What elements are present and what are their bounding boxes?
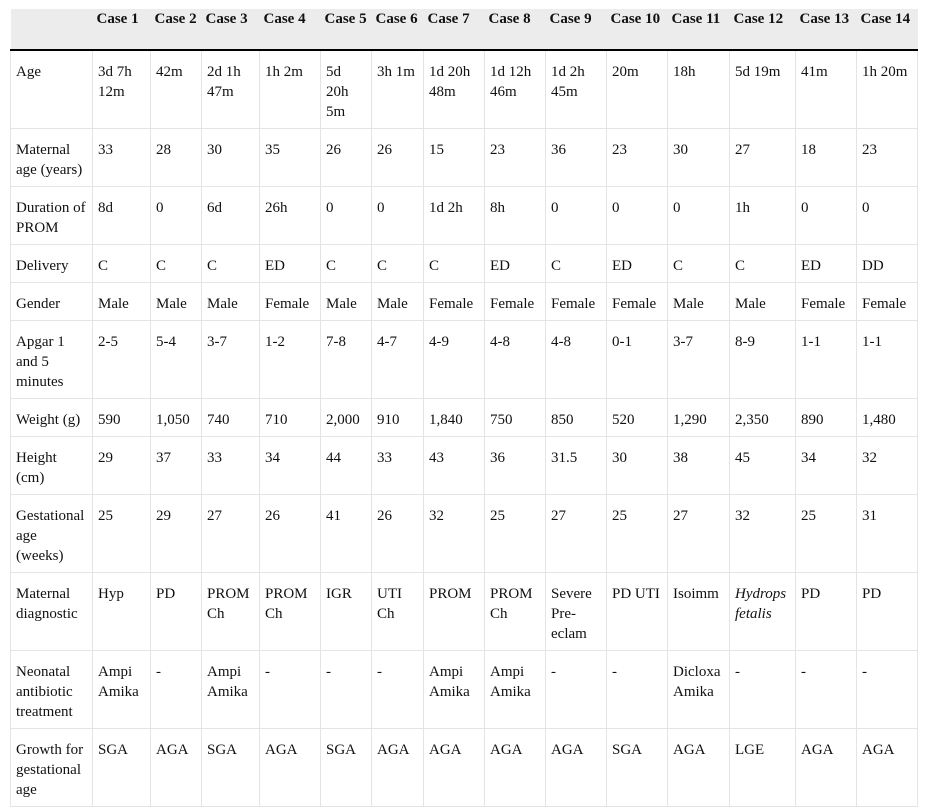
table-cell: 33 xyxy=(372,437,424,495)
table-cell: 41m xyxy=(796,50,857,129)
table-cell: 1h 2m xyxy=(260,50,321,129)
table-cell: 7-8 xyxy=(321,321,372,399)
table-cell: Isoimm xyxy=(668,573,730,651)
table-cell: AGA xyxy=(857,729,918,807)
table-cell: SGA xyxy=(93,729,151,807)
table-cell: 0 xyxy=(321,187,372,245)
table-cell: 23 xyxy=(607,129,668,187)
table-cell: Female xyxy=(424,283,485,321)
table-cell: 910 xyxy=(372,399,424,437)
table-cell: 32 xyxy=(730,495,796,573)
table-cell: PROM Ch xyxy=(260,573,321,651)
header-cell-label xyxy=(11,9,93,50)
table-cell: Male xyxy=(93,283,151,321)
table-cell: 1,050 xyxy=(151,399,202,437)
table-cell: - xyxy=(321,651,372,729)
table-cell: Ampi Amika xyxy=(93,651,151,729)
table-cell: Female xyxy=(607,283,668,321)
table-cell: PD xyxy=(796,573,857,651)
table-cell: 5d 19m xyxy=(730,50,796,129)
row-label: Gestational age (weeks) xyxy=(11,495,93,573)
table-container xyxy=(10,9,918,807)
table-cell: 26h xyxy=(260,187,321,245)
row-label: Apgar 1 and 5 minutes xyxy=(11,321,93,399)
table-row xyxy=(11,437,918,495)
table-cell: - xyxy=(857,651,918,729)
table-header xyxy=(11,9,918,50)
table-cell: 3d 7h 12m xyxy=(93,50,151,129)
table-cell: C xyxy=(424,245,485,283)
table-cell: AGA xyxy=(546,729,607,807)
table-cell: 3-7 xyxy=(668,321,730,399)
table-cell: 36 xyxy=(485,437,546,495)
table-cell: PROM xyxy=(424,573,485,651)
table-cell: 25 xyxy=(607,495,668,573)
table-cell: 31.5 xyxy=(546,437,607,495)
table-cell: 41 xyxy=(321,495,372,573)
table-cell: Hyp xyxy=(93,573,151,651)
table-cell: SGA xyxy=(321,729,372,807)
table-cell: 26 xyxy=(372,495,424,573)
table-cell: 1-1 xyxy=(857,321,918,399)
table-cell: SGA xyxy=(202,729,260,807)
table-cell: 750 xyxy=(485,399,546,437)
table-cell: 890 xyxy=(796,399,857,437)
table-cell: 23 xyxy=(485,129,546,187)
table-row xyxy=(11,573,918,651)
table-cell: 30 xyxy=(607,437,668,495)
table-cell: 5-4 xyxy=(151,321,202,399)
table-cell: C xyxy=(151,245,202,283)
table-cell: - xyxy=(151,651,202,729)
table-cell: 1,290 xyxy=(668,399,730,437)
table-cell: PD xyxy=(857,573,918,651)
table-cell: AGA xyxy=(485,729,546,807)
table-cell: Female xyxy=(546,283,607,321)
table-cell: C xyxy=(372,245,424,283)
table-cell: 32 xyxy=(857,437,918,495)
header-cell-case: Case 11 xyxy=(668,9,730,50)
table-cell: 20m xyxy=(607,50,668,129)
table-cell: 5d 20h 5m xyxy=(321,50,372,129)
table-cell: 1h 20m xyxy=(857,50,918,129)
table-cell: ED xyxy=(260,245,321,283)
table-cell: Ampi Amika xyxy=(485,651,546,729)
table-cell: Male xyxy=(372,283,424,321)
row-label: Growth for gestational age xyxy=(11,729,93,807)
table-cell: Hydrops fetalis xyxy=(730,573,796,651)
table-cell: 30 xyxy=(202,129,260,187)
table-cell: 33 xyxy=(93,129,151,187)
table-cell: UTI Ch xyxy=(372,573,424,651)
table-cell: 1h xyxy=(730,187,796,245)
header-cell-case: Case 14 xyxy=(857,9,918,50)
table-row xyxy=(11,245,918,283)
table-cell: 520 xyxy=(607,399,668,437)
table-cell: PROM Ch xyxy=(202,573,260,651)
table-row xyxy=(11,283,918,321)
row-label: Height (cm) xyxy=(11,437,93,495)
table-cell: - xyxy=(796,651,857,729)
table-cell: Male xyxy=(730,283,796,321)
row-label: Delivery xyxy=(11,245,93,283)
table-cell: 28 xyxy=(151,129,202,187)
table-cell: 25 xyxy=(796,495,857,573)
table-cell: 15 xyxy=(424,129,485,187)
table-cell: Dicloxa Amika xyxy=(668,651,730,729)
table-cell: C xyxy=(668,245,730,283)
table-cell: Female xyxy=(857,283,918,321)
table-cell: 0 xyxy=(372,187,424,245)
table-row xyxy=(11,321,918,399)
header-cell-case: Case 2 xyxy=(151,9,202,50)
table-cell: ED xyxy=(485,245,546,283)
table-cell: 0-1 xyxy=(607,321,668,399)
table-cell: AGA xyxy=(424,729,485,807)
table-cell: 1d 12h 46m xyxy=(485,50,546,129)
table-cell: 34 xyxy=(260,437,321,495)
header-cell-case: Case 3 xyxy=(202,9,260,50)
table-cell: 0 xyxy=(857,187,918,245)
table-cell: 8d xyxy=(93,187,151,245)
neonatal-cases-table xyxy=(10,9,918,807)
table-cell: 27 xyxy=(668,495,730,573)
header-cell-case: Case 7 xyxy=(424,9,485,50)
table-cell: LGE xyxy=(730,729,796,807)
table-cell: C xyxy=(93,245,151,283)
table-cell: 590 xyxy=(93,399,151,437)
table-row xyxy=(11,729,918,807)
row-label: Maternal age (years) xyxy=(11,129,93,187)
table-cell: 3-7 xyxy=(202,321,260,399)
table-cell: 18h xyxy=(668,50,730,129)
table-cell: Ampi Amika xyxy=(424,651,485,729)
row-label: Maternal diagnostic xyxy=(11,573,93,651)
table-cell: Female xyxy=(260,283,321,321)
table-cell: ED xyxy=(607,245,668,283)
header-cell-case: Case 10 xyxy=(607,9,668,50)
header-cell-case: Case 1 xyxy=(93,9,151,50)
table-cell: AGA xyxy=(796,729,857,807)
table-cell: Male xyxy=(202,283,260,321)
header-cell-case: Case 9 xyxy=(546,9,607,50)
table-row xyxy=(11,187,918,245)
table-row xyxy=(11,50,918,129)
table-cell: 1-2 xyxy=(260,321,321,399)
table-cell: 35 xyxy=(260,129,321,187)
table-cell: 43 xyxy=(424,437,485,495)
table-cell: 4-9 xyxy=(424,321,485,399)
table-cell: 34 xyxy=(796,437,857,495)
table-cell: 4-8 xyxy=(485,321,546,399)
table-row xyxy=(11,495,918,573)
table-cell: - xyxy=(260,651,321,729)
table-cell: 0 xyxy=(668,187,730,245)
header-cell-case: Case 12 xyxy=(730,9,796,50)
table-cell: IGR xyxy=(321,573,372,651)
table-cell: 26 xyxy=(260,495,321,573)
table-row xyxy=(11,399,918,437)
table-cell: PD xyxy=(151,573,202,651)
table-cell: 0 xyxy=(607,187,668,245)
table-cell: 26 xyxy=(372,129,424,187)
table-cell: 32 xyxy=(424,495,485,573)
table-body xyxy=(11,50,918,807)
table-cell: 850 xyxy=(546,399,607,437)
row-label: Neonatal antibiotic treatment xyxy=(11,651,93,729)
table-cell: PROM Ch xyxy=(485,573,546,651)
table-cell: 25 xyxy=(93,495,151,573)
table-cell: - xyxy=(546,651,607,729)
table-cell: 33 xyxy=(202,437,260,495)
table-cell: 30 xyxy=(668,129,730,187)
table-cell: Female xyxy=(485,283,546,321)
header-cell-case: Case 5 xyxy=(321,9,372,50)
table-cell: 18 xyxy=(796,129,857,187)
table-cell: 0 xyxy=(151,187,202,245)
table-cell: 6d xyxy=(202,187,260,245)
table-cell: 2d 1h 47m xyxy=(202,50,260,129)
table-cell: 42m xyxy=(151,50,202,129)
row-label: Weight (g) xyxy=(11,399,93,437)
table-cell: 2,350 xyxy=(730,399,796,437)
table-cell: 27 xyxy=(730,129,796,187)
table-cell: Male xyxy=(668,283,730,321)
header-row xyxy=(11,9,918,50)
table-cell: 2,000 xyxy=(321,399,372,437)
table-row xyxy=(11,129,918,187)
table-cell: SGA xyxy=(607,729,668,807)
table-cell: - xyxy=(730,651,796,729)
table-cell: Female xyxy=(796,283,857,321)
table-cell: 45 xyxy=(730,437,796,495)
table-cell: Male xyxy=(321,283,372,321)
row-label: Age xyxy=(11,50,93,129)
row-label: Duration of PROM xyxy=(11,187,93,245)
table-cell: 1d 20h 48m xyxy=(424,50,485,129)
table-cell: 38 xyxy=(668,437,730,495)
table-cell: 23 xyxy=(857,129,918,187)
table-cell: Ampi Amika xyxy=(202,651,260,729)
table-cell: 1,840 xyxy=(424,399,485,437)
header-cell-case: Case 6 xyxy=(372,9,424,50)
table-cell: 2-5 xyxy=(93,321,151,399)
table-cell: AGA xyxy=(668,729,730,807)
header-cell-case: Case 4 xyxy=(260,9,321,50)
table-cell: C xyxy=(202,245,260,283)
table-cell: 1d 2h 45m xyxy=(546,50,607,129)
table-cell: 36 xyxy=(546,129,607,187)
header-cell-case: Case 13 xyxy=(796,9,857,50)
table-cell: AGA xyxy=(260,729,321,807)
table-cell: 3h 1m xyxy=(372,50,424,129)
table-cell: 29 xyxy=(93,437,151,495)
table-cell: 1,480 xyxy=(857,399,918,437)
table-cell: C xyxy=(321,245,372,283)
table-cell: 0 xyxy=(546,187,607,245)
table-cell: Severe Pre-eclam xyxy=(546,573,607,651)
table-cell: - xyxy=(607,651,668,729)
table-cell: AGA xyxy=(151,729,202,807)
row-label: Gender xyxy=(11,283,93,321)
table-cell: 8-9 xyxy=(730,321,796,399)
table-cell: C xyxy=(546,245,607,283)
header-cell-case: Case 8 xyxy=(485,9,546,50)
table-cell: 29 xyxy=(151,495,202,573)
table-cell: 25 xyxy=(485,495,546,573)
table-cell: 4-8 xyxy=(546,321,607,399)
table-cell: Male xyxy=(151,283,202,321)
table-cell: 740 xyxy=(202,399,260,437)
table-cell: 1-1 xyxy=(796,321,857,399)
table-cell: 31 xyxy=(857,495,918,573)
table-cell: 44 xyxy=(321,437,372,495)
table-cell: 0 xyxy=(796,187,857,245)
table-row xyxy=(11,651,918,729)
table-cell: PD UTI xyxy=(607,573,668,651)
table-cell: 26 xyxy=(321,129,372,187)
table-cell: 8h xyxy=(485,187,546,245)
table-cell: AGA xyxy=(372,729,424,807)
table-cell: 1d 2h xyxy=(424,187,485,245)
table-cell: ED xyxy=(796,245,857,283)
table-cell: 4-7 xyxy=(372,321,424,399)
table-cell: 27 xyxy=(546,495,607,573)
table-cell: 27 xyxy=(202,495,260,573)
table-cell: DD xyxy=(857,245,918,283)
table-cell: C xyxy=(730,245,796,283)
table-cell: 710 xyxy=(260,399,321,437)
table-cell: 37 xyxy=(151,437,202,495)
table-cell: - xyxy=(372,651,424,729)
